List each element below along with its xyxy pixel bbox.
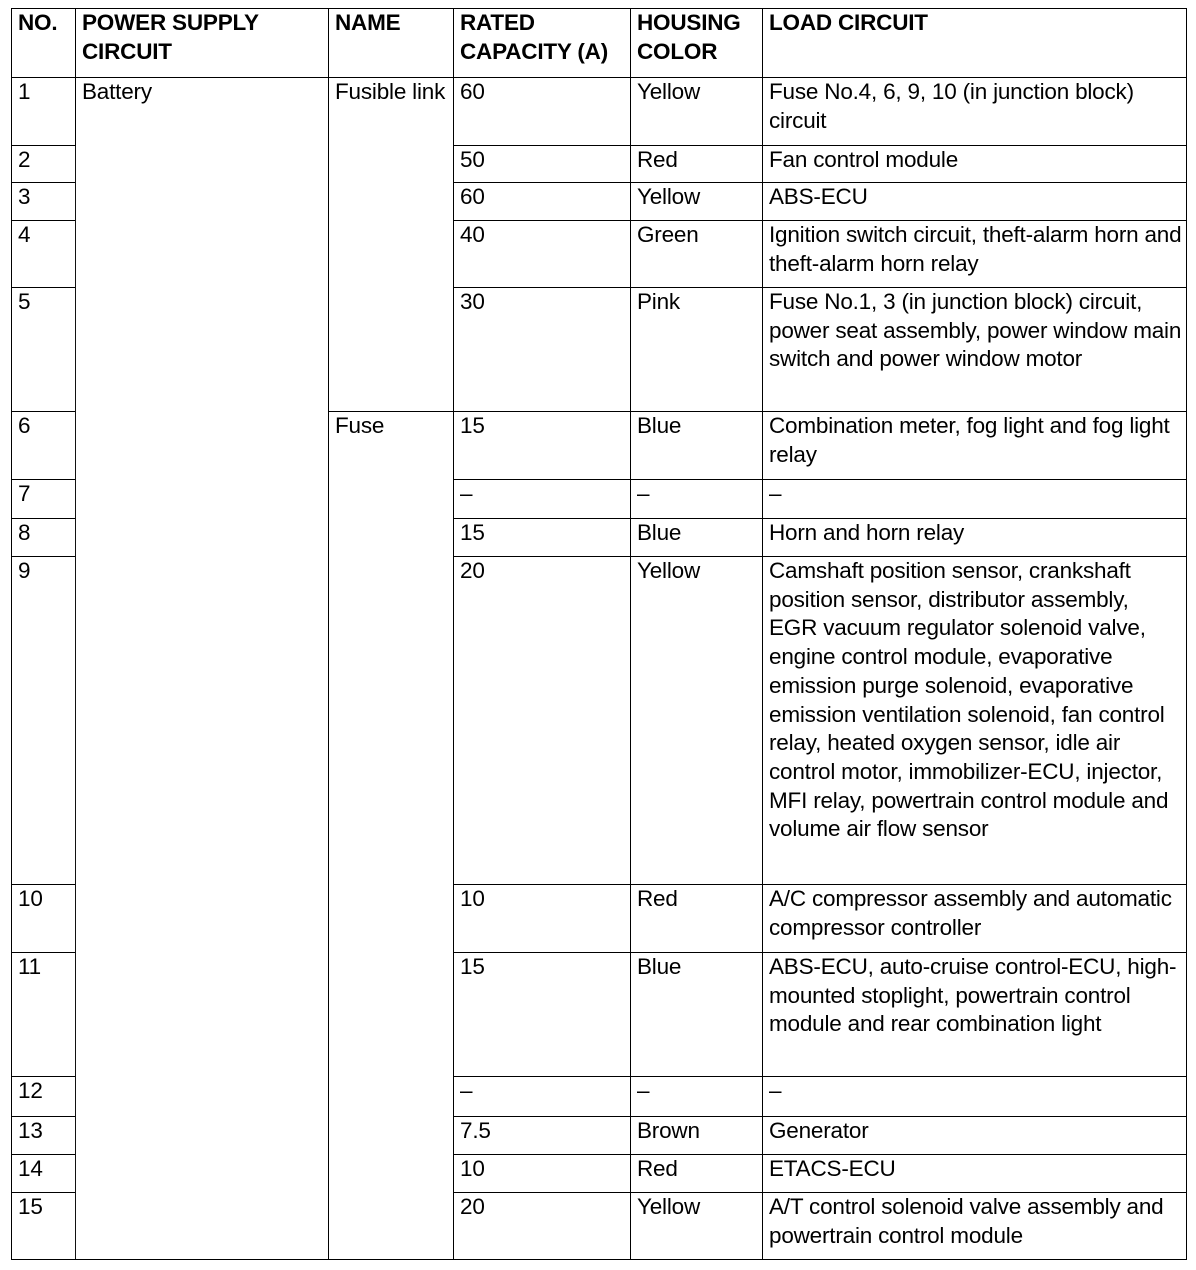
load-circuit-cell: Horn and horn relay — [763, 519, 1187, 557]
header-name: NAME — [329, 9, 454, 78]
table-row — [12, 78, 1187, 146]
row-no: 13 — [12, 1117, 76, 1155]
housing-color-cell: – — [631, 480, 763, 519]
header-housing-color: HOUSING COLOR — [631, 9, 763, 78]
rated-capacity-cell: 40 — [454, 221, 631, 288]
rated-capacity-cell: 20 — [454, 1193, 631, 1260]
rated-capacity-cell: 10 — [454, 885, 631, 953]
row-no: 2 — [12, 146, 76, 183]
rated-capacity-cell: – — [454, 1077, 631, 1117]
rated-capacity-cell: 50 — [454, 146, 631, 183]
rated-capacity-cell: 30 — [454, 288, 631, 412]
load-circuit-cell: ABS-ECU, auto-cruise control-ECU, high-mounted stoplight, powertrain control module and rear combination light — [763, 953, 1187, 1077]
housing-color-cell: Yellow — [631, 183, 763, 221]
load-circuit-cell: Generator — [763, 1117, 1187, 1155]
rated-capacity-cell: – — [454, 480, 631, 519]
load-circuit-cell: Ignition switch circuit, theft-alarm horn and theft-alarm horn relay — [763, 221, 1187, 288]
rated-capacity-cell: 60 — [454, 78, 631, 146]
header-power-supply-circuit: POWER SUPPLY CIRCUIT — [76, 9, 329, 78]
rated-capacity-cell: 10 — [454, 1155, 631, 1193]
load-circuit-cell: A/C compressor assembly and automatic compressor controller — [763, 885, 1187, 953]
row-no: 1 — [12, 78, 76, 146]
row-no: 11 — [12, 953, 76, 1077]
rated-capacity-cell: 15 — [454, 953, 631, 1077]
housing-color-cell: Blue — [631, 953, 763, 1077]
rated-capacity-cell: 7.5 — [454, 1117, 631, 1155]
header-no: NO. — [12, 9, 76, 78]
fuse-specification-table — [11, 8, 1187, 1260]
housing-color-cell: Green — [631, 221, 763, 288]
row-no: 14 — [12, 1155, 76, 1193]
header-load-circuit: LOAD CIRCUIT — [763, 9, 1187, 78]
load-circuit-cell: – — [763, 480, 1187, 519]
housing-color-cell: Red — [631, 1155, 763, 1193]
load-circuit-cell: ETACS-ECU — [763, 1155, 1187, 1193]
row-no: 9 — [12, 557, 76, 885]
housing-color-cell: Yellow — [631, 78, 763, 146]
load-circuit-cell: Camshaft position sensor, crankshaft position sensor, distributor assembly, EGR vacuum regulator solenoid valve, engine control module, evaporative emission purge solenoid, evaporative emission ventilation solenoid, fan control relay, heated oxygen sensor, idle air control motor, immobilizer-ECU, injector, MFI relay, powertrain control module and volume air flow sensor — [763, 557, 1187, 885]
row-no: 3 — [12, 183, 76, 221]
row-no: 10 — [12, 885, 76, 953]
row-no: 8 — [12, 519, 76, 557]
housing-color-cell: Yellow — [631, 557, 763, 885]
name-fusible-link-cell: Fusible link — [329, 78, 454, 412]
rated-capacity-cell: 15 — [454, 412, 631, 480]
housing-color-cell: Red — [631, 146, 763, 183]
housing-color-cell: Yellow — [631, 1193, 763, 1260]
load-circuit-cell: A/T control solenoid valve assembly and powertrain control module — [763, 1193, 1187, 1260]
load-circuit-cell: Fuse No.4, 6, 9, 10 (in junction block) circuit — [763, 78, 1187, 146]
housing-color-cell: – — [631, 1077, 763, 1117]
rated-capacity-cell: 20 — [454, 557, 631, 885]
header-rated-capacity: RATED CAPACITY (A) — [454, 9, 631, 78]
rated-capacity-cell: 15 — [454, 519, 631, 557]
name-fuse-cell: Fuse — [329, 412, 454, 1260]
load-circuit-cell: Fan control module — [763, 146, 1187, 183]
housing-color-cell: Blue — [631, 519, 763, 557]
header-row — [12, 9, 1187, 78]
housing-color-cell: Blue — [631, 412, 763, 480]
load-circuit-cell: ABS-ECU — [763, 183, 1187, 221]
row-no: 12 — [12, 1077, 76, 1117]
load-circuit-cell: – — [763, 1077, 1187, 1117]
housing-color-cell: Pink — [631, 288, 763, 412]
housing-color-cell: Brown — [631, 1117, 763, 1155]
row-no: 5 — [12, 288, 76, 412]
rated-capacity-cell: 60 — [454, 183, 631, 221]
row-no: 15 — [12, 1193, 76, 1260]
row-no: 7 — [12, 480, 76, 519]
load-circuit-cell: Fuse No.1, 3 (in junction block) circuit, power seat assembly, power window main switch and power window motor — [763, 288, 1187, 412]
housing-color-cell: Red — [631, 885, 763, 953]
load-circuit-cell: Combination meter, fog light and fog light relay — [763, 412, 1187, 480]
power-supply-circuit-cell: Battery — [76, 78, 329, 1260]
row-no: 4 — [12, 221, 76, 288]
row-no: 6 — [12, 412, 76, 480]
